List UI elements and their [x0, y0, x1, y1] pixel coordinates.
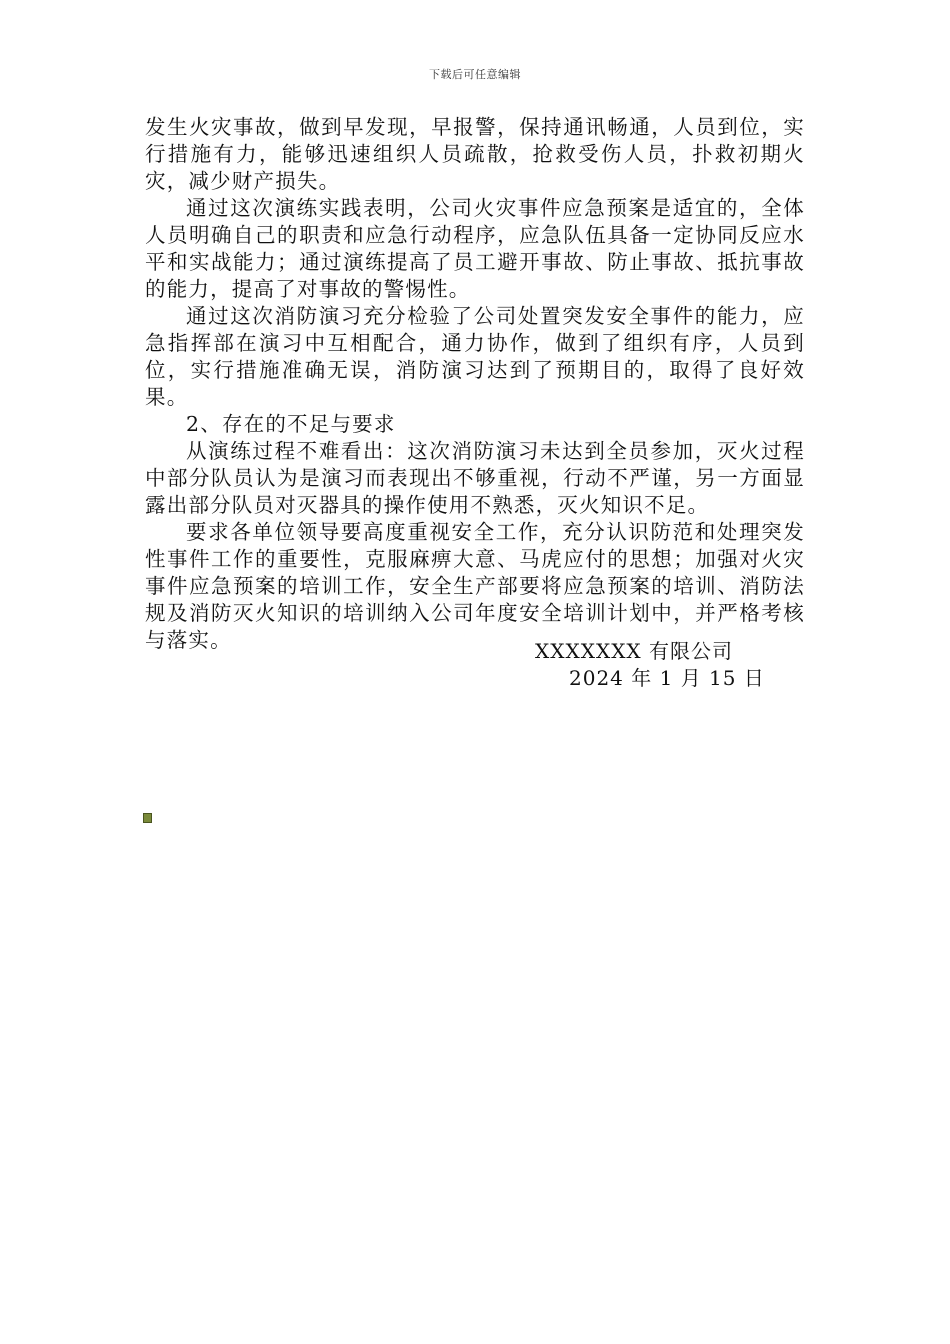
- image-placeholder-icon: [143, 813, 152, 823]
- header-note: 下载后可任意编辑: [429, 68, 521, 81]
- section-heading: 2、存在的不足与要求: [186, 412, 396, 436]
- paragraph-3: 通过这次消防演习充分检验了公司处置突发安全事件的能力，应急指挥部在演习中互相配合，通力协作，做到了组织有序，人员到位，实行措施准确无误，消防演习达到了预期目的，取得了良好效果。: [145, 304, 805, 409]
- signature-date: 2024 年 1 月 15 日: [569, 666, 765, 690]
- paragraph-5: 要求各单位领导要高度重视安全工作，充分认识防范和处理突发性事件工作的重要性，克服麻痹大意、马虎应付的思想；加强对火灾事件应急预案的培训工作，安全生产部要将应急预案的培训、消防法规及消防灭火知识的培训纳入公司年度安全培训计划中，并严格考核与落实。: [145, 520, 805, 652]
- paragraph-1: 发生火灾事故，做到早发现，早报警，保持通讯畅通，人员到位，实行措施有力，能够迅速组织人员疏散，抢救受伤人员，扑救初期火灾，减少财产损失。: [145, 115, 805, 193]
- body-text: [145, 114, 805, 654]
- paragraph-4: 从演练过程不难看出：这次消防演习未达到全员参加，灭火过程中部分队员认为是演习而表现出不够重视，行动不严谨，另一方面显露出部分队员对灭器具的操作使用不熟悉，灭火知识不足。: [145, 439, 805, 517]
- signature-block: [535, 638, 795, 692]
- paragraph-2: 通过这次演练实践表明，公司火灾事件应急预案是适宜的，全体人员明确自己的职责和应急行动程序，应急队伍具备一定协同反应水平和实战能力；通过演练提高了员工避开事故、防止事故、抵抗事故的能力，提高了对事故的警惕性。: [145, 196, 805, 301]
- signature-company: XXXXXXX 有限公司: [535, 639, 734, 663]
